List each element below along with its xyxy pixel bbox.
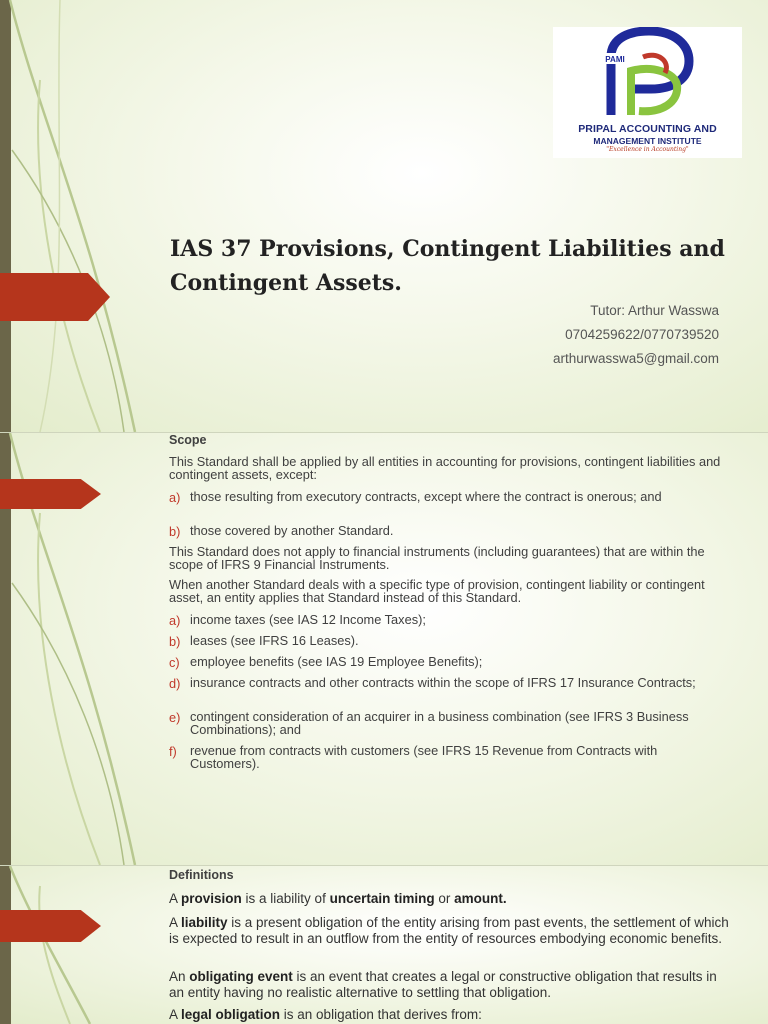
list-marker: b) — [169, 524, 181, 539]
slide-edge-bar — [0, 866, 11, 1024]
text: A — [169, 915, 182, 930]
definition-obligating-event — [169, 969, 729, 1001]
slide-title: IAS 37 Provisions, Contingent Liabilities and Contingent Assets. — [170, 236, 725, 296]
accent-tab — [0, 273, 110, 321]
list-marker: f) — [169, 744, 177, 759]
list-text: revenue from contracts with customers (see IFRS 15 Revenue from Contracts with Customers). — [190, 743, 658, 771]
text: is an obligation that derives from: — [280, 1007, 482, 1022]
scope-slide — [0, 433, 768, 865]
decorative-swirl — [0, 0, 140, 432]
list-marker: a) — [169, 490, 181, 505]
list-marker: b) — [169, 634, 181, 649]
definitions-slide — [0, 866, 768, 1024]
definition-provision — [169, 891, 729, 907]
list-text: insurance contracts and other contracts within the scope of IFRS 17 Insurance Contracts; — [190, 675, 696, 690]
decorative-swirl — [0, 866, 140, 1024]
scope-intro: This Standard shall be applied by all entities in accounting for provisions, contingent liabilities and contingent assets, except: — [169, 454, 721, 482]
logo-name-line1: PRIPAL ACCOUNTING AND — [578, 123, 717, 135]
logo-name-line2: MANAGEMENT INSTITUTE — [593, 136, 702, 146]
slide-edge-bar — [0, 0, 11, 432]
title-slide — [0, 0, 768, 432]
term: uncertain timing — [329, 891, 435, 906]
scope-heading: Scope — [169, 433, 207, 447]
text: A — [169, 891, 182, 906]
list-marker: a) — [169, 613, 181, 628]
list-text: leases (see IFRS 16 Leases). — [190, 633, 359, 648]
scope-paragraph: This Standard does not apply to financial instruments (including guarantees) that are within the scope of IFRS 9 Financial Instruments. — [169, 544, 705, 572]
list-marker: e) — [169, 710, 181, 725]
list-text: those resulting from executory contracts, except where the contract is onerous; and — [190, 489, 662, 504]
accent-tab — [0, 479, 101, 509]
list-marker: c) — [169, 655, 180, 670]
term: amount. — [454, 891, 507, 906]
institute-logo — [553, 27, 742, 158]
text: A — [169, 1007, 182, 1022]
list-text: contingent consideration of an acquirer in a business combination (see IFRS 3 Business Combinations); and — [190, 709, 689, 737]
tutor-phones: 0704259622/0770739520 — [565, 327, 719, 342]
definition-liability — [169, 915, 729, 947]
accent-tab — [0, 910, 101, 942]
list-marker: d) — [169, 676, 181, 691]
text: An — [169, 969, 190, 984]
term: legal obligation — [181, 1007, 281, 1022]
list-text: employee benefits (see IAS 19 Employee Benefits); — [190, 654, 483, 669]
list-text: those covered by another Standard. — [190, 523, 394, 538]
term: provision — [181, 891, 242, 906]
definition-legal-obligation — [169, 1007, 729, 1023]
list-text: income taxes (see IAS 12 Income Taxes); — [190, 612, 426, 627]
text: is an event that creates a legal or constructive obligation that results in an entity having no realistic alternative to settling that obligation. — [169, 969, 717, 1000]
term: obligating event — [189, 969, 293, 984]
tutor-email: arthurwasswa5@gmail.com — [552, 351, 719, 366]
text: or — [434, 891, 455, 906]
text: is a present obligation of the entity arising from past events, the settlement of which is expected to result in an outflow from the entity of resources embodying economic benefits. — [169, 915, 729, 946]
definitions-heading: Definitions — [169, 868, 234, 882]
tutor-name: Tutor: Arthur Wasswa — [590, 303, 719, 318]
scope-paragraph: When another Standard deals with a specific type of provision, contingent liability or contingent asset, an entity applies that Standard instead of this Standard. — [169, 577, 705, 605]
logo-badge: PAMI — [605, 55, 625, 64]
text: is a liability of — [241, 891, 330, 906]
term: liability — [181, 915, 228, 930]
logo-tagline: "Excellence in Accounting" — [606, 146, 689, 153]
